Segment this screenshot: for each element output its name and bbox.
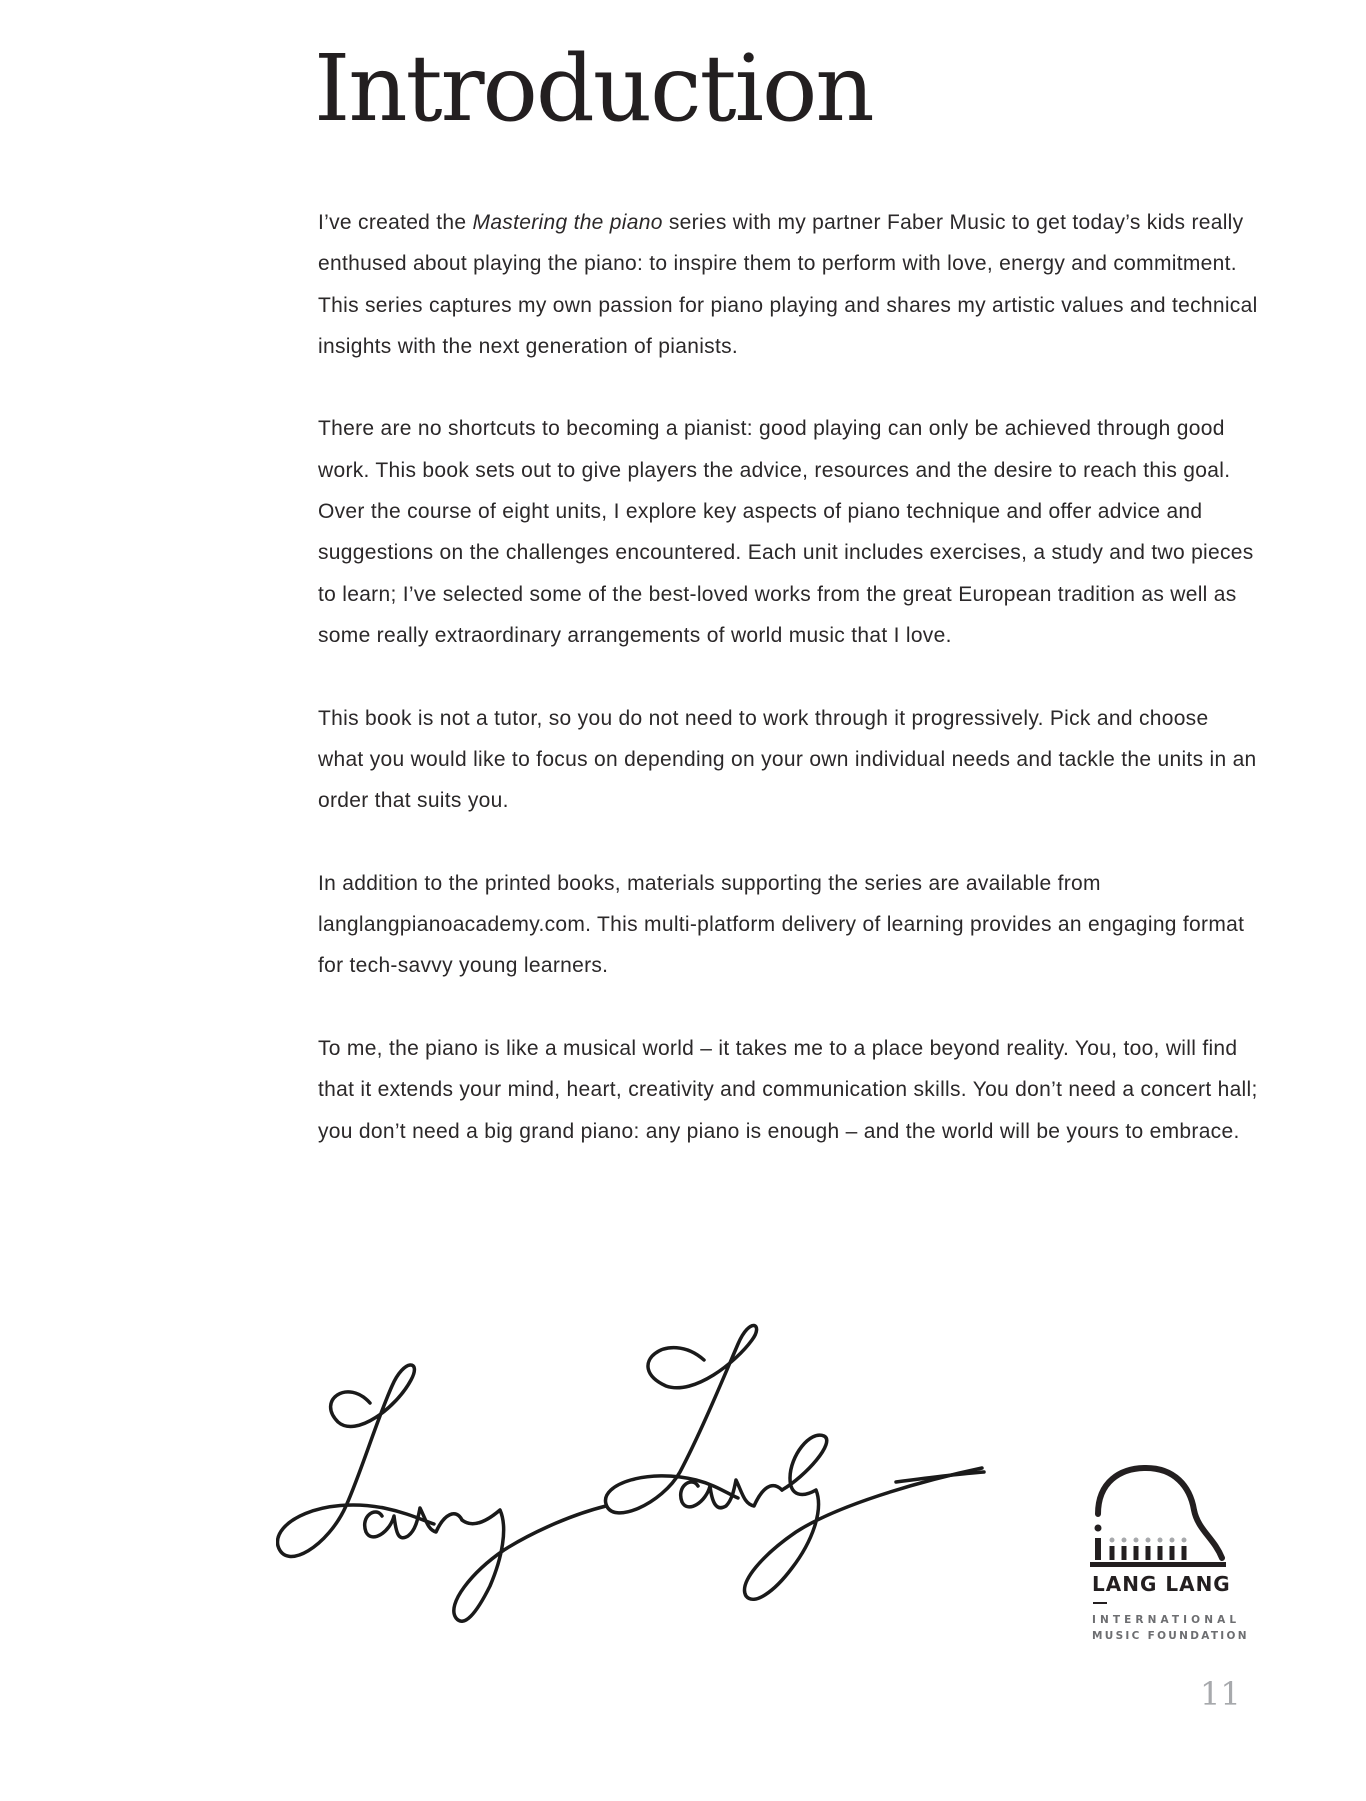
paragraph-musical-world: To me, the piano is like a musical world – it takes me to a place beyond reality. You, too, will find that it extends your mind, heart, creativity and communication skills. You don’t need a concert hall; you don’t need a big grand piano: any piano is enough – and the world will be yours to embrace. (318, 1036, 1258, 1143)
logo-divider (1093, 1602, 1107, 1604)
series-title-italic: Mastering the piano (472, 211, 663, 234)
paragraph-no-shortcuts: There are no shortcuts to becoming a pianist: good playing can only be achieved through good work. This book sets out to give players the advice, resources and the desire to reach this goal. Over the course of eight units, I explore key aspects of piano technique and offer advice and suggestions on the challenges encountered. Each unit includes exercises, a study and two pieces to learn; I’ve selected some of the best-loved works from the great European tradition as well as some really extraordinary arrangements of world music that I love. (318, 417, 1254, 647)
paragraph-intro (318, 202, 1258, 367)
paragraph-online-materials: In addition to the printed books, materials supporting the series are available from langlangpianoacademy.com. This multi-platform delivery of learning provides an engaging format for tech-savvy young learners. (318, 871, 1245, 978)
piano-logo-icon (1090, 1462, 1240, 1572)
paragraph-not-a-tutor: This book is not a tutor, so you do not need to work through it progressively. Pick and choose what you would like to focus on depending on your own individual needs and tackle the units in an order that suits you. (318, 706, 1257, 813)
signature (276, 1310, 996, 1640)
page-number: 11 (1200, 1675, 1241, 1713)
paragraph-intro-start: I’ve created the (318, 211, 473, 234)
page-title: Introduction (314, 35, 873, 142)
logo-subtitle-line1: INTERNATIONAL (1092, 1614, 1241, 1626)
logo-subtitle-line2: MUSIC FOUNDATION (1092, 1630, 1249, 1642)
signature-drawing (276, 1310, 996, 1640)
foundation-logo (1090, 1462, 1249, 1647)
paragraph-intro-rest: series with my partner Faber Music to get today’s kids really enthused about playing the piano: to inspire them to perform with love, energy and commitment. This series captures my own passion for piano playing and shares my artistic values and technical insights with the next generation of pianists. (318, 211, 1258, 358)
logo-name: LANG LANG (1092, 1572, 1231, 1596)
body-text (318, 202, 1258, 1193)
